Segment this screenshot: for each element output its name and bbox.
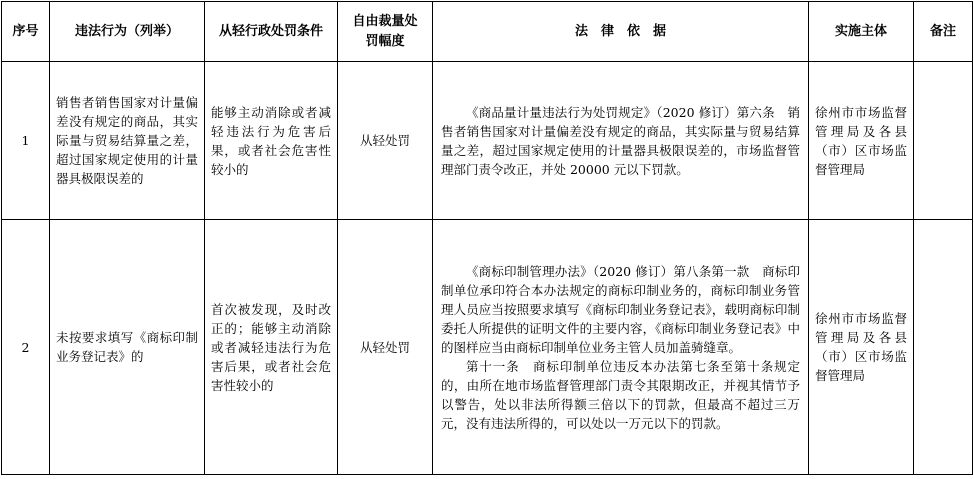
cell-note (914, 220, 973, 475)
header-seq: 序号 (2, 2, 50, 62)
table-row (2, 62, 973, 220)
basis-paragraph: 《商品量计量违法行为处罚规定》（2020 修订）第六条 销售者销售国家对计量偏差没有规定的商品，其实际量与贸易结算量之差，超过国家规定使用的计量器具极限误差的，市场监督管理部门责令改正，并处 20000 元以下罚款。 (441, 104, 800, 177)
cell-violation: 销售者销售国家对计量偏差没有规定的商品，其实际量与贸易结算量之差，超过国家规定使用的计量器具极限误差的 (50, 62, 205, 220)
header-condition: 从轻行政处罚条件 (205, 2, 338, 62)
header-subject: 实施主体 (809, 2, 914, 62)
cell-basis (433, 220, 809, 475)
cell-seq: 1 (2, 62, 50, 220)
penalty-table (1, 1, 973, 475)
header-basis: 法 律 依 据 (433, 2, 809, 62)
header-discretion: 自由裁量处罚幅度 (338, 2, 433, 62)
cell-subject: 徐州市市场监督管理局及各县（市）区市场监督管理局 (809, 220, 914, 475)
cell-condition: 首次被发现，及时改正的；能够主动消除或者减轻违法行为危害后果，或者社会危害性较小的 (205, 220, 338, 475)
basis-paragraph: 《商标印制管理办法》（2020 修订）第八条第一款 商标印制单位承印符合本办法规定的商标印制业务的，商标印制业务管理人员应当按照要求填写《商标印制业务登记表》，载明商标印制委托人所提供的证明文件的主要内容，《商标印制业务登记表》中的图样应当由商标印制单位业务主管人员加盖骑缝章。 (441, 263, 800, 355)
cell-seq: 2 (2, 220, 50, 475)
cell-discretion: 从轻处罚 (338, 220, 433, 475)
basis-paragraph: 第十一条 商标印制单位违反本办法第七条至第十条规定的，由所在地市场监督管理部门责令其限期改正，并视其情节予以警告，处以非法所得额三倍以下的罚款，但最高不超过三万元，没有违法所得的，可以处以一万元以下的罚款。 (441, 358, 800, 431)
cell-basis (433, 62, 809, 220)
cell-violation: 未按要求填写《商标印制业务登记表》的 (50, 220, 205, 475)
cell-condition: 能够主动消除或者减轻违法行为危害后果，或者社会危害性较小的 (205, 62, 338, 220)
cell-discretion: 从轻处罚 (338, 62, 433, 220)
table-row (2, 220, 973, 475)
cell-subject: 徐州市市场监督管理局及各县（市）区市场监督管理局 (809, 62, 914, 220)
header-violation: 违法行为（列举） (50, 2, 205, 62)
header-row (2, 2, 973, 62)
header-note: 备注 (914, 2, 973, 62)
cell-note (914, 62, 973, 220)
